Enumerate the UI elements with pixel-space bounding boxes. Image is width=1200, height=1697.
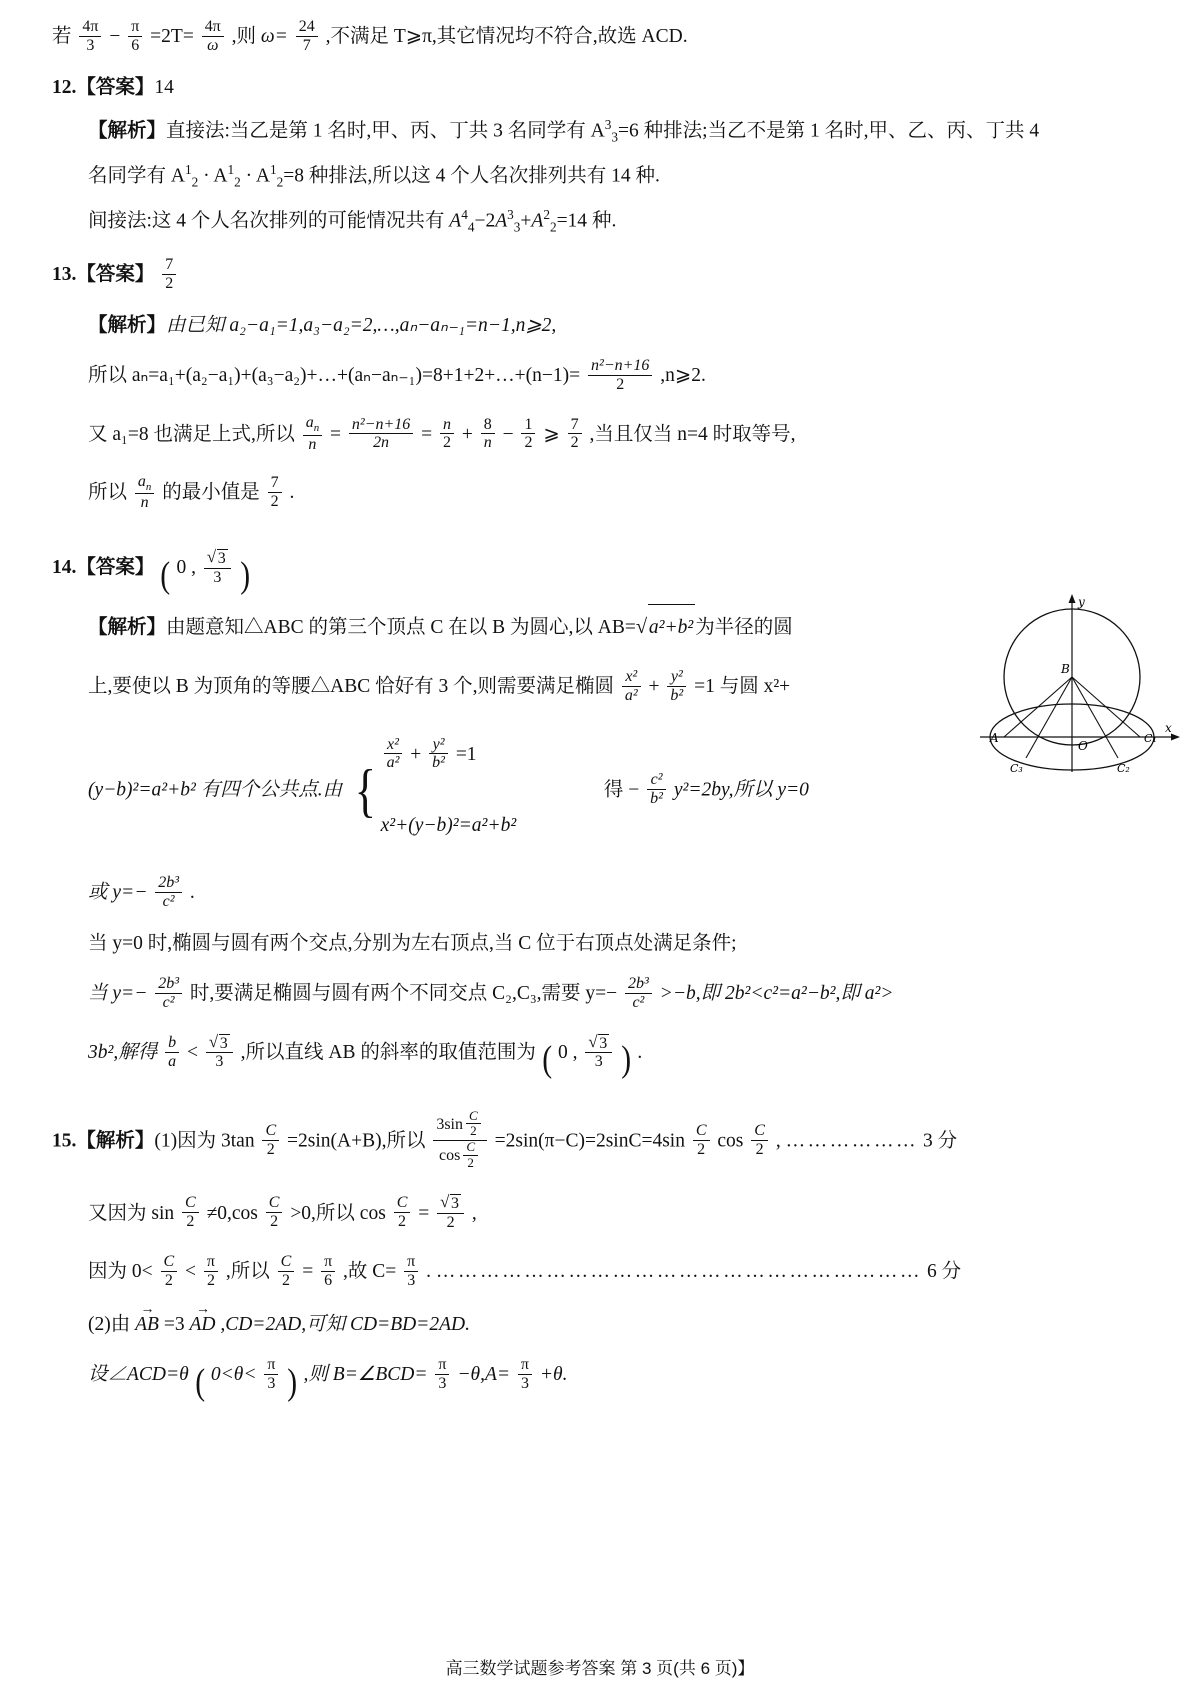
text-omega-eq: ω= xyxy=(260,26,288,47)
svg-text:C₁: C₁ xyxy=(1144,732,1157,745)
frac-an-n-2: $\frac{a_n}{n}$ xyxy=(135,473,154,512)
q13-analysis-2 xyxy=(52,353,1152,400)
q14-paren-close: ) xyxy=(239,554,250,596)
q15-paren-open: ( xyxy=(194,1361,205,1403)
q15-text-5g: +θ. xyxy=(539,1364,568,1386)
vector-ad: AD → xyxy=(189,1310,215,1340)
q14-text-6b: 时,要满足椭圆与圆有两个不同交点 C₂,C₃,需要 y=− xyxy=(189,983,618,1005)
sys-b2: b² xyxy=(432,754,445,772)
q13-text-3c: = xyxy=(421,423,433,445)
q13-text-3b: = xyxy=(330,423,342,445)
frac-pi-3-c: $\frac{\pi}{3}$ xyxy=(435,1356,449,1393)
q13-text-1: 由已知 a₂−a₁=1,a₃−a₂=2,…,aₙ−aₙ₋₁=n−1,n⩾2, xyxy=(166,314,557,336)
frac-c2-b2: $\frac{\text{c²}}{\text{b²}}$ xyxy=(647,771,666,808)
q13-frac-den: 2 xyxy=(616,375,625,393)
q13-analysis-label: 【解析】 xyxy=(88,314,167,336)
q14-frac4-num: 2b³ xyxy=(155,874,182,893)
sys-a2: a² xyxy=(386,754,400,772)
q13-text-3g: ,当且仅当 n=4 时取等号, xyxy=(589,423,796,445)
system-eq-2: x²+(y−b)²=a²+b² xyxy=(380,814,517,836)
frac-sqrt3-3-b: √ $\frac{3}{3}$ xyxy=(585,1034,612,1072)
q14-sqrt3: 3 xyxy=(217,549,226,567)
q13-text-4b: 的最小值是 xyxy=(162,482,260,504)
sys-y2: y² xyxy=(429,736,448,755)
q14-text-7g: . xyxy=(637,1042,643,1064)
svg-text:B: B xyxy=(1061,662,1070,676)
frac-4pi-omega: $\frac{4\pi}{\omega}$ xyxy=(202,18,224,55)
q12-analysis-2: 名同学有 $A^1_2 \cdot A^1_2 \cdot A^1_2=8$ 种排法,所以这 4 个人名次排列共有 14 种. xyxy=(88,161,660,190)
q14-text-1b: 为半径的圆 xyxy=(695,617,793,639)
frac-x2-a2: $\frac{\text{x²}}{\text{a²}}$ xyxy=(622,668,641,705)
q15-num-3sin: 3sin xyxy=(436,1115,463,1133)
q15-text-3d: = xyxy=(302,1261,314,1283)
q14-text-2a: 上,要使以 B 为顶角的等腰△ABC 恰好有 3 个,则需要满足椭圆 xyxy=(88,675,614,697)
q14-analysis-6 xyxy=(52,971,1152,1018)
q14-text-7e: 0 , xyxy=(557,1042,578,1064)
frac-C-2-g: $\frac{C}{2}$ xyxy=(161,1253,178,1290)
q14-label: 14.【答案】 xyxy=(52,557,155,579)
system-eq-1: $\frac{\text{x²}}{\text{a²}}$ + $\frac{\text{y²}}{\text{b²}}$ =1 xyxy=(381,723,517,787)
q14-text-4b: . xyxy=(189,882,195,904)
q15-text-1d: cos xyxy=(717,1130,744,1152)
q14-answer-line xyxy=(52,545,1152,596)
sys-frac-y2-b2 xyxy=(429,736,448,773)
q14-text-6c: >−b,即 2b²<c²=a²−b²,即 a²> xyxy=(659,983,894,1005)
sys-frac-x2-a2 xyxy=(384,736,403,773)
q14-text-3b: 得 − xyxy=(603,778,640,800)
q12-text-2c: · A xyxy=(240,165,270,187)
q15-text-1a: (1)因为 3tan xyxy=(154,1130,255,1152)
q15-text-2a: 又因为 sin xyxy=(88,1202,175,1224)
sys-x2: x² xyxy=(384,736,403,755)
q15-text-3a: 因为 0< xyxy=(88,1261,153,1283)
frac-n2-n-16 xyxy=(588,357,652,394)
sys-eq1-tail: =1 xyxy=(455,743,477,765)
frac-1-2: $\frac{1}{2}$ xyxy=(521,416,535,453)
q14-text-6a: 当 y=− xyxy=(88,983,148,1005)
q14-text-5: 当 y=0 时,椭圆与圆有两个交点,分别为左右顶点,当 C 位于右顶点处满足条件; xyxy=(88,933,737,955)
q12-label: 12.【答案】 xyxy=(52,76,155,98)
frac-7-2-b: $\frac{7}{2}$ xyxy=(268,474,282,511)
frac-pi-3: $\frac{\pi}{3}$ xyxy=(404,1253,418,1290)
frac-3sin-cos: 3sin $\frac{C}{2}$ cos $\frac{C}{2}$ xyxy=(433,1110,486,1172)
q14-paren-open-2: ( xyxy=(541,1039,552,1081)
q14-answer-zero: 0 , xyxy=(176,557,196,579)
frac-2b3-c2-c: $\frac{\text{2b³}}{\text{c²}}$ xyxy=(625,975,652,1012)
frac-24-7: $\frac{24}{7}$ xyxy=(296,18,318,55)
frac-n2n16-2n: $\frac{\text{n²−n+16}}{2n}$ xyxy=(349,416,413,453)
frac-b-a: $\frac{b}{a}$ xyxy=(165,1034,179,1071)
q15-text-5f: −θ,A= xyxy=(457,1364,511,1386)
q15-dots-1: ……………… xyxy=(785,1130,919,1152)
q13-text-3d: + xyxy=(461,423,473,445)
q12-analysis-3: 间接法:这 4 个人名次排列的可能情况共有 $A^4_4-2A^3_3+A^2_2=14$ 种. xyxy=(88,206,617,235)
q13-analysis-3 xyxy=(52,412,1152,459)
q15-text-1b: =2sin(A+B),所以 xyxy=(287,1130,426,1152)
q15-score-3: 6 分 xyxy=(926,1261,962,1283)
q13-answer-den: 2 xyxy=(165,274,174,292)
frac-sqrt3-2: √ $\frac{3}{2}$ xyxy=(437,1194,464,1232)
q14-text-7b: < xyxy=(186,1042,198,1064)
q13-text-3a: 又 a₁=8 也满足上式,所以 xyxy=(88,423,295,445)
frac-7-2-a: $\frac{7}{2}$ xyxy=(568,416,582,453)
q15-text-2d: = xyxy=(418,1202,430,1224)
svg-text:y: y xyxy=(1078,595,1085,609)
q13-text-3e: − xyxy=(502,423,514,445)
q14-text-4a: 或 y=− xyxy=(88,882,148,904)
ellipse-circle-diagram xyxy=(962,592,1182,782)
q14-analysis-5 xyxy=(52,929,1152,959)
q15-text-4c: ,CD=2AD,可知 CD=BD=2AD. xyxy=(220,1314,470,1336)
frac-C-2-c: $\frac{C}{2}$ xyxy=(751,1122,768,1159)
text-eq-2T: =2T= xyxy=(150,26,194,47)
q15-analysis-5 xyxy=(52,1352,1152,1403)
frac-an-n: $\frac{a_n}{n}$ xyxy=(303,414,322,453)
frac-pi-6: $\frac{\pi}{6}$ xyxy=(128,18,142,55)
q15-analysis-1 xyxy=(52,1107,1152,1173)
frac-2b3-c2 xyxy=(155,874,182,911)
q15-text-5e: ,则 B=∠BCD= xyxy=(303,1364,428,1386)
q14-text-3a: (y−b)²=a²+b² 有四个公共点.由 xyxy=(88,778,343,800)
q14-paren-open: ( xyxy=(160,554,171,596)
q15-text-4b: =3 xyxy=(163,1314,190,1336)
question-15 xyxy=(52,1107,1152,1403)
q14-analysis-7 xyxy=(52,1030,1152,1081)
continuation-line: 若 $\frac{4\pi}{3}$ − $\frac{\pi}{6}$ =2T= $\frac{4\pi}{\omega}$ ,则 ω= $\frac{24}{7}$ ,不满足 T⩾π,其它情况均不符合,故选 ACD. xyxy=(52,17,688,54)
question-12 xyxy=(52,73,1152,238)
q15-text-3b: < xyxy=(185,1261,197,1283)
q12-text-3a: 间接法:这 4 个人名次排列的可能情况共有 xyxy=(88,210,450,232)
page-footer: 高三数学试题参考答案 第 3 页(共 6 页)】 xyxy=(445,1659,755,1678)
frac-C-2-e: $\frac{C}{2}$ xyxy=(266,1194,283,1231)
q15-paren-close: ) xyxy=(287,1361,298,1403)
q15-den-cos: cos xyxy=(439,1146,461,1164)
frac-C-2-h: $\frac{C}{2}$ xyxy=(278,1253,295,1290)
q12-text-2d: =8 种排法,所以这 4 个人名次排列共有 14 种. xyxy=(283,165,660,187)
q12-text-3b: 种. xyxy=(587,210,617,232)
q15-text-2c: >0,所以 cos xyxy=(290,1202,386,1224)
q13-frac-num: n²−n+16 xyxy=(588,357,652,376)
frac-pi-2: $\frac{\pi}{2}$ xyxy=(204,1253,218,1290)
q13-analysis-1 xyxy=(52,311,1152,341)
q13-text-4c: . xyxy=(289,482,295,504)
q15-text-4a: (2)由 xyxy=(88,1314,131,1336)
frac-pi-3-d: $\frac{\pi}{3}$ xyxy=(518,1356,532,1393)
q13-text-3f: ⩾ xyxy=(543,423,560,445)
q14-text-2b: + xyxy=(648,675,660,697)
q12-analysis-label: 【解析】 xyxy=(88,120,167,142)
q14-analysis-4 xyxy=(52,870,1152,917)
text-conclusion-acd: ,不满足 T⩾π,其它情况均不符合,故选 ACD. xyxy=(325,26,688,47)
q14-analysis-1: 【解析】由题意知△ABC 的第三个顶点 C 在以 B 为圆心,以 AB= √ a²+b² 为半径的圆 xyxy=(52,604,1152,652)
q15-text-2b: ≠0,cos xyxy=(206,1202,258,1224)
q13-answer-fraction xyxy=(162,256,176,293)
frac-pi-6: $\frac{\pi}{6}$ xyxy=(321,1253,335,1290)
frac-C-2-a: $\frac{C}{2}$ xyxy=(262,1122,279,1159)
q14-answer-fraction xyxy=(204,549,231,587)
svg-text:O: O xyxy=(1078,739,1088,753)
frac-sqrt3-3: √ $\frac{3}{3}$ xyxy=(206,1034,233,1072)
svg-text:A: A xyxy=(990,731,999,745)
frac-4pi-3: $\frac{4\pi}{3}$ xyxy=(79,18,101,55)
q14-text-2c: =1 与圆 x²+ xyxy=(694,675,791,697)
q13-label: 13.【答案】 xyxy=(52,263,155,285)
q12-text-2b: · A xyxy=(198,165,228,187)
q15-text-2e: , xyxy=(471,1202,477,1224)
q15-text-5c: 0<θ< xyxy=(210,1364,257,1386)
q14-text-7a: 3b²,解得 xyxy=(88,1042,158,1064)
q15-dots-3: ………………………………………………………… xyxy=(435,1261,923,1283)
frac-n-2: $\frac{n}{2}$ xyxy=(440,416,454,453)
q12-text-1a: 直接法:当乙是第 1 名时,甲、丙、丁共 3 名同学有 A xyxy=(166,120,605,142)
frac-y2-b2: $\frac{\text{y²}}{\text{b²}}$ xyxy=(667,668,686,705)
q15-text-5a: 设∠ACD=θ xyxy=(88,1364,189,1386)
q14-text-1a: 由题意知△ABC 的第三个顶点 C 在以 B 为圆心,以 AB= xyxy=(166,617,636,639)
q15-label: 15.【解析】 xyxy=(52,1130,155,1152)
vector-ab: AB → xyxy=(135,1310,159,1340)
q14-den3: 3 xyxy=(213,568,222,586)
q13-answer-line xyxy=(52,252,1152,299)
frac-C-2-f: $\frac{C}{2}$ xyxy=(394,1194,411,1231)
q14-analysis-label: 【解析】 xyxy=(88,617,167,639)
svg-text:x: x xyxy=(1165,721,1172,735)
q13-text-2b: ,n⩾2. xyxy=(660,364,706,386)
q12-answer-line xyxy=(52,73,1152,103)
q15-text-1c: =2sin(π−C)=2sinC=4sin xyxy=(494,1130,685,1152)
q13-analysis-4 xyxy=(52,470,1152,517)
q15-analysis-2 xyxy=(52,1191,1152,1238)
frac-C-2-d: $\frac{C}{2}$ xyxy=(182,1194,199,1231)
question-13 xyxy=(52,252,1152,517)
text-then: ,则 xyxy=(231,26,257,47)
q15-analysis-4 xyxy=(52,1310,1152,1340)
q12-analysis-1: 【解析】直接法:当乙是第 1 名时,甲、丙、丁共 3 名同学有 $A^3_3=6$ 种排法;当乙不是第 1 名时,甲、乙、丙、丁共 4 xyxy=(88,117,1040,145)
q14-text-7c: ,所以直线 AB 的斜率的取值范围为 xyxy=(240,1042,536,1064)
q12-text-2a: 名同学有 A xyxy=(88,165,185,187)
frac-pi-3-b: $\frac{\pi}{3}$ xyxy=(264,1356,278,1393)
q15-text-3c: ,所以 xyxy=(225,1261,270,1283)
frac-2b3-c2-b: $\frac{\text{2b³}}{\text{c²}}$ xyxy=(155,975,182,1012)
q12-text-1b: =6 种排法;当乙不是第 1 名时,甲、乙、丙、丁共 4 xyxy=(618,120,1040,142)
q15-text-3f: . xyxy=(426,1261,431,1283)
q13-text-4a: 所以 xyxy=(88,482,128,504)
text-if: 若 xyxy=(52,26,72,47)
q13-text-2a: 所以 aₙ=a₁+(a₂−a₁)+(a₃−a₂)+…+(aₙ−aₙ₋₁)=8+1+2+…+(n−1)= xyxy=(88,364,581,386)
q14-frac4-den: c² xyxy=(162,893,175,911)
q15-text-1e: , xyxy=(775,1130,781,1152)
q14-text-3c: y²=2by,所以 y=0 xyxy=(673,778,809,800)
equation-system: { $\frac{\text{x²}}{\text{a²}}$ + $\frac{\text{y²}}{\text{b²}}$ =1 x²+(y−b)²=a²+b² xyxy=(351,723,516,859)
q15-score-1: 3 分 xyxy=(923,1130,958,1152)
q12-answer: 14 xyxy=(154,76,174,98)
q15-analysis-3 xyxy=(52,1249,1152,1296)
svg-text:C₃: C₃ xyxy=(1010,762,1023,775)
frac-8-n: $\frac{8}{n}$ xyxy=(481,416,495,453)
q13-answer-num: 7 xyxy=(162,256,176,275)
svg-text:C₂: C₂ xyxy=(1117,762,1130,775)
frac-C-2-b: $\frac{C}{2}$ xyxy=(693,1122,710,1159)
q15-text-3e: ,故 C= xyxy=(343,1261,397,1283)
q14-paren-close-2: ) xyxy=(621,1039,632,1081)
